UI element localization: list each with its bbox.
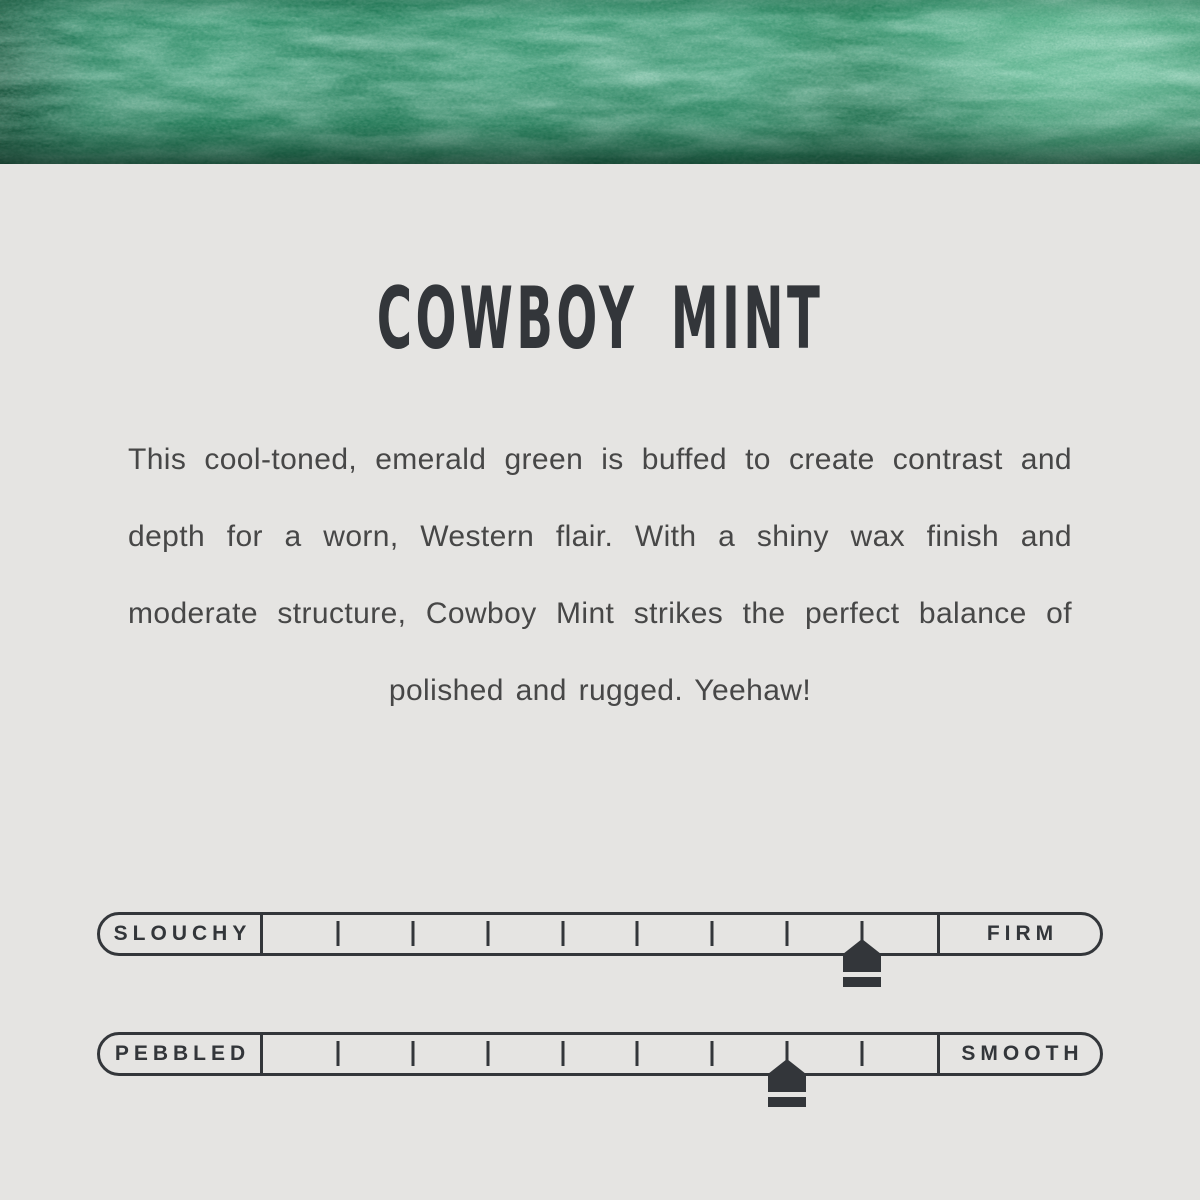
scale-tick <box>711 1041 714 1066</box>
scale-tick <box>336 921 339 946</box>
leather-texture-banner <box>0 0 1200 164</box>
scale-tick <box>636 921 639 946</box>
scale-texture-marker-icon <box>768 1059 806 1107</box>
scale-tick <box>336 1041 339 1066</box>
attribute-scales <box>97 912 1103 1076</box>
page-title: COWBOY MINT <box>376 269 824 369</box>
scale-tick <box>561 921 564 946</box>
scale-structure <box>97 912 1103 956</box>
leather-texture-image <box>0 0 1200 164</box>
scale-tick <box>486 1041 489 1066</box>
scale-structure-right-label: FIRM <box>937 915 1100 953</box>
scale-tick <box>786 921 789 946</box>
scale-texture-track <box>263 1035 937 1073</box>
scale-tick <box>861 1041 864 1066</box>
scale-tick <box>636 1041 639 1066</box>
scale-structure-marker-icon <box>843 939 881 987</box>
scale-texture-right-label: SMOOTH <box>937 1035 1100 1073</box>
color-description: This cool-toned, emerald green is buffed to create contrast and depth for a worn, Western flair. With a shiny wax finish and moderate structure, Cowboy Mint strikes the perfect balance of polished and rugged. Yeehaw! <box>128 443 1072 707</box>
scale-tick <box>411 1041 414 1066</box>
scale-tick <box>711 921 714 946</box>
scale-structure-left-label: SLOUCHY <box>100 915 263 953</box>
scale-texture <box>97 1032 1103 1076</box>
scale-texture-left-label: PEBBLED <box>100 1035 263 1073</box>
scale-structure-track <box>263 915 937 953</box>
scale-tick <box>486 921 489 946</box>
scale-tick <box>561 1041 564 1066</box>
scale-tick <box>411 921 414 946</box>
